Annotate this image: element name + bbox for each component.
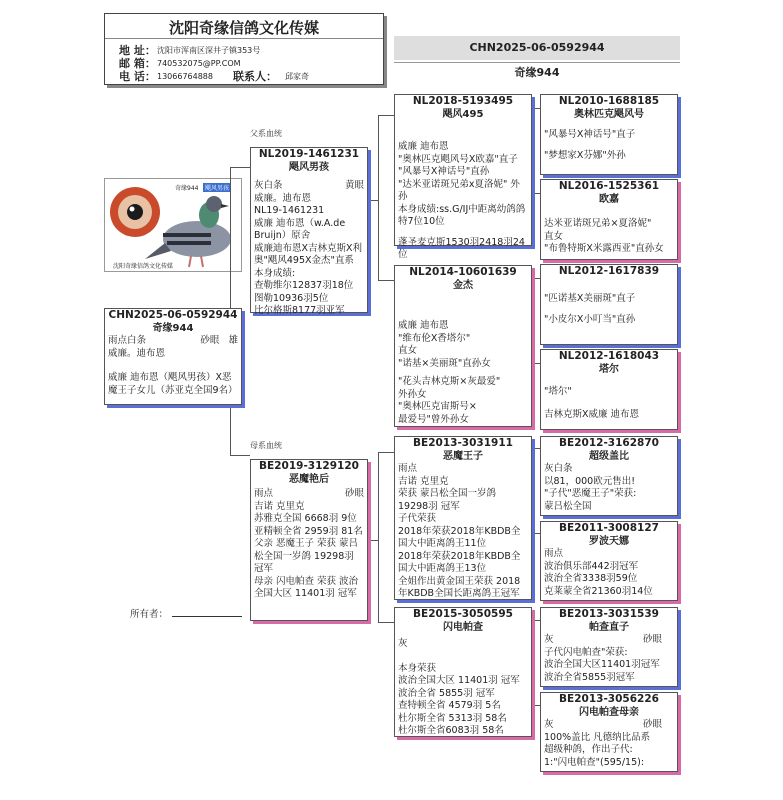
sd-line: "花头吉林克斯×灰最爱" — [398, 376, 501, 387]
ss-line — [395, 121, 531, 141]
connector — [532, 193, 540, 194]
dsd-name: 罗波天娜 — [589, 536, 629, 547]
ssd-name: 欧嘉 — [599, 194, 619, 205]
sire-dam-card — [394, 265, 532, 427]
connector — [532, 108, 533, 193]
ddd-eye: 砂眼 — [642, 719, 662, 730]
sss-ring: NL2010-1688185 — [558, 95, 660, 107]
connector — [378, 452, 379, 622]
connector — [378, 452, 394, 453]
connector — [532, 278, 533, 363]
connector — [532, 108, 540, 109]
sd-line — [395, 292, 531, 306]
ddd-line: 1:"闪电帕查"(595/15): — [544, 756, 645, 768]
dss-line: "子代"恶魔王子"荣获: — [544, 488, 637, 499]
top-ring: CHN2025-06-0592944 — [469, 41, 605, 54]
address-label: 地 址： — [119, 44, 156, 57]
dam-line: 吉诺 克里克 — [254, 500, 305, 512]
ssd-line: 达米亚诺斑兄弟×夏洛妮" — [544, 218, 652, 229]
dam-dam-card — [394, 607, 532, 737]
dd-line: 杜尔斯全省6083羽 58名 — [398, 725, 504, 736]
dds-eye: 砂眼 — [642, 634, 662, 645]
dam-section-label: 母系血统 — [250, 441, 282, 450]
dds-name: 帕查直子 — [589, 622, 629, 633]
dam-color: 雨点 — [254, 488, 274, 499]
sire-line: 图勒10936羽5位 — [254, 292, 329, 304]
connector — [532, 448, 533, 533]
sire-line: 威廉 迪布恩（w.A.de Bruijn）原舍 — [254, 217, 346, 241]
ds-line: 2018年荣获2018年KBDB全国大中距离鸽王13位 — [398, 550, 521, 574]
email-label: 邮 箱： — [119, 57, 156, 70]
ss-line — [395, 229, 531, 237]
dam-line: 母亲 闪电帕查 荣获 波治全国大区 11401羽 冠军 — [254, 575, 359, 599]
sire-line: 威廉迪布恩X吉林克斯X利奥"飓风495X金杰"直系 — [254, 242, 363, 266]
ssd-line — [541, 206, 677, 218]
dd-line: 本身荣获 — [398, 662, 437, 674]
dds-line: 波治全省5855羽冠军 — [544, 671, 635, 683]
sdd-ring: NL2012-1618043 — [558, 350, 660, 362]
dam-card — [250, 459, 368, 621]
dd-line: 杜尔斯全省 5313羽 58名 — [398, 712, 507, 724]
sire-line: NL19-1461231 — [254, 205, 325, 216]
ddd-line: 100%盖比 凡德纳比品系 — [544, 731, 651, 743]
sd-ring: NL2014-10601639 — [409, 266, 517, 278]
subject-line — [105, 360, 241, 372]
sd-line: 威廉 迪布恩 — [398, 320, 449, 331]
sd-name: 金杰 — [453, 280, 473, 291]
dd-line: 波治全国大区 11401羽 冠军 — [398, 675, 520, 686]
ds-line: 雨点 — [398, 463, 418, 474]
sds-name — [541, 278, 677, 291]
ss-line: "达米亚诺斑兄弟x夏洛妮" 外孙 — [398, 178, 520, 202]
sire-line: 威廉。迪布恩 — [254, 192, 312, 204]
ddd-ring: BE2013-3056226 — [559, 693, 659, 705]
sire-line: 本身成绩: — [254, 267, 296, 279]
sss-line: "风暴号X神话号"直子 — [544, 129, 636, 140]
ss-line: 威廉 迪布恩 — [398, 141, 449, 152]
ssd-card — [540, 179, 678, 260]
dds-line: 子代闪电帕查"荣获: — [544, 646, 628, 658]
subject-sex: 雄 — [228, 335, 238, 346]
ds-line: 吉诺 克里克 — [398, 475, 449, 487]
connector — [368, 540, 378, 541]
subject-color: 雨点白条 — [108, 335, 147, 346]
sss-line: "梦想家X芬娜"外孙 — [544, 149, 626, 161]
dss-line: 蒙吕松全国 — [544, 500, 592, 512]
dam-line: 苏雅克全国 6668羽 9位 — [254, 513, 357, 524]
sdd-card — [540, 349, 678, 430]
dam-sire-card — [394, 436, 532, 600]
dsd-line: 雨点 — [544, 548, 564, 559]
subject-eye: 砂眼 — [200, 335, 220, 346]
sd-line: "奥林匹克宙斯号× — [398, 401, 477, 412]
connector — [378, 622, 394, 623]
pigeon-illustration — [105, 179, 241, 271]
ddd-line: 超级种鸽，作出子代: — [544, 744, 633, 755]
dd-line: 灰 — [398, 638, 408, 649]
sd-line: 外孙女 — [398, 388, 427, 400]
connector — [378, 115, 394, 116]
sss-line — [541, 142, 677, 150]
dam-ring: BE2019-3129120 — [259, 460, 359, 472]
dds-card — [540, 607, 678, 687]
contact-label: 联系人： — [233, 70, 277, 83]
sire-line: 查勒维尔12837羽18位 — [254, 280, 354, 291]
sd-line: "诺基×美丽斑"直孙女 — [398, 357, 491, 369]
connector — [532, 363, 540, 364]
ddd-card — [540, 692, 678, 772]
sds-ring: NL2012-1617839 — [558, 265, 660, 277]
sdd-line — [541, 399, 677, 409]
sire-section-label: 父系血统 — [250, 129, 282, 138]
sds-line — [541, 306, 677, 314]
connector — [230, 167, 250, 168]
ds-name: 恶魔王子 — [443, 451, 483, 462]
sire-line: 比尔格斯8177羽亚军 — [254, 305, 345, 316]
contact-value: 邱家奇 — [285, 72, 309, 81]
dd-line: 波治全省 5855羽 冠军 — [398, 687, 495, 699]
ds-ring: BE2013-3031911 — [413, 437, 513, 449]
dd-line: 查特顿全省 4579羽 5名 — [398, 700, 501, 711]
subject-attributes — [105, 335, 241, 348]
sds-line: "小皮尔X小叮当"直孙 — [544, 313, 636, 325]
connector — [532, 278, 540, 279]
ds-line: 荣获 蒙吕松全国一岁鸽 19298羽 冠军 — [398, 488, 497, 512]
photo-caption-brand: 飓风男孩 — [205, 185, 230, 192]
dsd-line: 克莱蒙全省21360羽14位 — [544, 585, 653, 597]
connector — [532, 533, 540, 534]
connector — [532, 620, 540, 621]
sdd-line — [541, 376, 677, 386]
sss-card — [540, 94, 678, 175]
connector — [378, 115, 379, 280]
pigeon-photo — [104, 178, 242, 272]
connector — [368, 200, 378, 201]
sss-line — [541, 121, 677, 129]
dsd-card — [540, 521, 678, 601]
subject-line: 威廉。迪布恩 — [108, 347, 166, 359]
phone-value: 13066764888 — [157, 72, 213, 81]
sire-name: 飓风男孩 — [289, 162, 329, 173]
sd-line: "维布伦X香塔尔" — [398, 332, 471, 344]
dam-name: 恶魔艳后 — [289, 474, 329, 485]
dd-line — [395, 651, 531, 663]
sdd-name: 塔尔 — [599, 364, 619, 375]
email-value: 740532075@PP.COM — [157, 59, 241, 68]
connector — [532, 620, 533, 705]
sds-card — [540, 264, 678, 345]
dss-ring: BE2012-3162870 — [559, 437, 659, 449]
ssd-ring: NL2016-1525361 — [558, 180, 660, 192]
dam-line: 父亲 恶魔王子 荣获 蒙吕松全国一岁鸽 19298羽 冠军 — [254, 538, 359, 574]
connector — [230, 455, 250, 456]
dss-line: 灰白条 — [544, 463, 573, 474]
ss-line: 蓬圣麦克斯1530羽2418羽24位 — [398, 236, 525, 260]
ds-line: 子代荣获 — [398, 513, 437, 524]
sd-line — [395, 306, 531, 320]
sire-sire-card — [394, 94, 532, 260]
dss-name: 超级盖比 — [589, 451, 629, 462]
ss-ring: NL2018-5193495 — [412, 95, 514, 107]
sd-line: 直女 — [398, 345, 418, 356]
dd-name: 闪电帕查 — [443, 622, 483, 633]
sire-eye: 黄眼 — [344, 180, 364, 191]
connector — [378, 280, 394, 281]
dsd-ring: BE2011-3008127 — [559, 522, 659, 534]
subject-ring: CHN2025-06-0592944 — [108, 309, 238, 321]
ss-line: 本身成绩:ss.G/IJ中距离幼鸽鸽特7位10位 — [398, 203, 526, 227]
ssd-line: 直女 — [544, 230, 564, 242]
ds-line: 全姐作出黄金国王荣获 2018年KBDB全国长距离鸽王冠军 — [398, 575, 521, 599]
company-header — [104, 13, 384, 85]
dds-ring: BE2013-3031539 — [559, 608, 659, 620]
dss-line: 以81，000欧元售出! — [544, 475, 636, 487]
dds-color: 灰 — [544, 634, 554, 645]
dsd-line: 波治俱乐部442羽冠军 — [544, 560, 639, 572]
dss-card — [540, 436, 678, 516]
ds-line: 2018年荣获2018年KBDB全国大中距离鸽王11位 — [398, 525, 521, 549]
dam-eye: 砂眼 — [344, 488, 364, 499]
sire-ring: NL2019-1461231 — [258, 148, 360, 160]
dds-line: 波治全国大区11401羽冠军 — [544, 659, 660, 670]
dd-ring: BE2015-3050595 — [413, 608, 513, 620]
ddd-color: 灰 — [544, 719, 554, 730]
sire-color: 灰白条 — [254, 180, 283, 191]
ss-line: "风暴号X神话号"直孙 — [398, 166, 490, 177]
ss-name: 飓风495 — [442, 109, 484, 120]
sss-name: 奥林匹克飓风号 — [574, 109, 644, 120]
ssd-line: "布鲁特斯X米露西亚"直孙女 — [544, 243, 664, 254]
company-title: 沈阳奇缘信鸽文化传媒 — [168, 19, 319, 37]
sds-line: "匹诺基X美丽斑"直子 — [544, 293, 636, 304]
connector — [532, 448, 540, 449]
photo-caption-bottom: 沈阳奇缘信鸽文化传媒 — [113, 263, 174, 270]
connector — [532, 705, 540, 706]
sdd-line: "塔尔" — [544, 386, 572, 397]
owner-label: 所有者： — [130, 606, 242, 620]
photo-caption-top: 奇缘944 — [175, 185, 199, 192]
top-name: 奇缘944 — [514, 66, 560, 79]
top-divider — [394, 62, 680, 63]
dam-line: 亚精顿全省 2959羽 81名 — [254, 525, 363, 537]
sdd-line: 吉林克斯X威廉 迪布恩 — [544, 408, 640, 420]
address-value: 沈阳市浑南区深井子镇353号 — [157, 46, 261, 55]
subject-pigeon-card — [104, 308, 242, 405]
subject-name: 奇缘944 — [152, 323, 194, 334]
phone-label: 电 话： — [119, 70, 156, 83]
sire-card — [250, 147, 368, 316]
ss-line: "奥林匹克飓风号X欧嘉"直子 — [398, 153, 518, 165]
dsd-line: 波治全省3338羽59位 — [544, 573, 638, 584]
sd-line: 最爱号"曾外孙女 — [398, 413, 469, 425]
subject-line: 威廉 迪布恩（飓风男孩）X恶魔王子女儿（苏亚克全国9名） — [108, 372, 238, 396]
ddd-name: 闪电帕查母亲 — [579, 707, 639, 718]
